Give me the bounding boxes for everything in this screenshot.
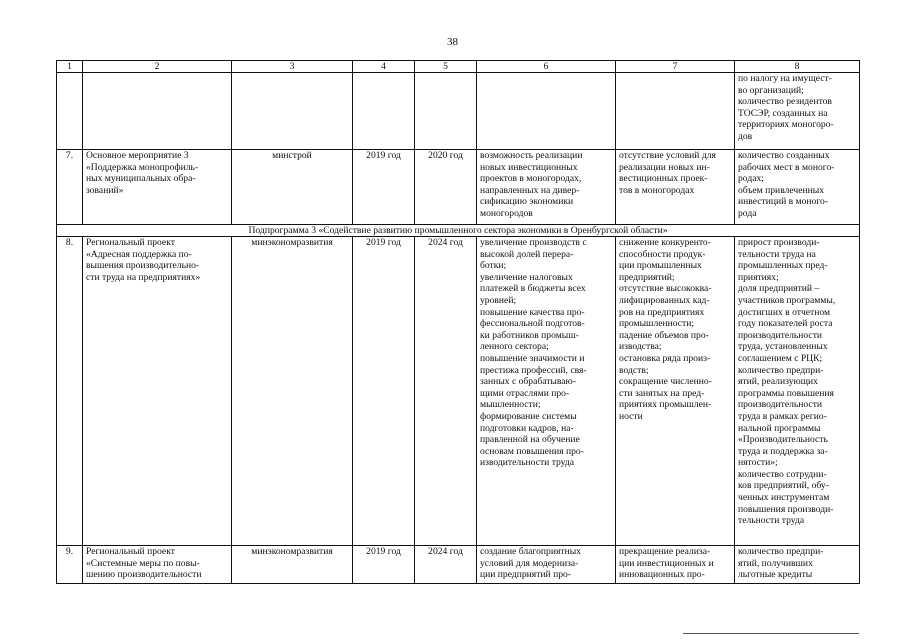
executor: минстрой [232,150,353,225]
risk-consequences: снижение конкуренто- способности продук- ции промышленных предприятий; отсутствие высококва- лифицированных кад- ров на предприятиях промышленности; падение объемов про- изводства; остановка ряда произ- водств; сокращение численно- сти занятых на пред- приятиях промышлен- ности [616,237,735,546]
header-cell: 3 [232,61,353,73]
indicator-cell: количество предпри- ятий, получивших льготные кредиты [735,546,860,584]
header-cell: 7 [616,61,735,73]
table-row-8 [57,237,860,546]
start-year: 2019 год [353,150,415,225]
indicator-cell: количество созданных рабочих мест в моного- родах; объем привлеченных инвестиций в моного- рода [735,150,860,225]
subprogram-row [57,225,860,237]
subprogram-title: Подпрограмма 3 «Содействие развитию промышленного сектора экономики в Оренбургской области» [57,225,860,237]
table-row-9 [57,546,860,584]
expected-result: увеличение производств с высокой долей перера- ботки; увеличение налоговых платежей в бюджеты всех уровней; повышение качества про- фессиональной подготов- ки работников промыш- ленного сектора; повышение значимости и престижа профессий, свя- занных с обрабатываю- щими отраслями про- мышленности; формирование системы подготовки кадров, на- правленной на обучение основам повышения про- изводительности труда [477,237,616,546]
measure-name: Региональный проект «Адресная поддержка по- вышения производительно- сти труда на предприятиях» [83,237,232,546]
risk-consequences: прекращение реализа- ции инвестиционных и инновационных про- [616,546,735,584]
end-year: 2024 год [415,237,477,546]
indicator-cell: прирост производи- тельности труда на промышленных пред- приятиях; доля предприятий – участников программы, достигших в отчетном году показателей роста производительности труда, установленных соглашением с РЦК; количество предпри- ятий, реализующих программы повышения производительности труда в рамках регио- нальной программы «Производительность труда и поддержка за- нятости»; количество сотрудни- ков предприятий, обу- ченных инструментам повышения производи- тельности труда [735,237,860,546]
header-row [57,61,860,73]
measure-name: Региональный проект «Системные меры по повы- шению производительности [83,546,232,584]
start-year: 2019 год [353,237,415,546]
header-cell: 2 [83,61,232,73]
header-cell: 1 [57,61,83,73]
row-number: 7. [57,150,83,225]
executor: минэкономразвития [232,546,353,584]
page-number: 38 [447,36,458,48]
row-number: 9. [57,546,83,584]
header-cell: 4 [353,61,415,73]
header-cell: 5 [415,61,477,73]
header-cell: 8 [735,61,860,73]
footer-rule [683,633,859,634]
start-year: 2019 год [353,546,415,584]
end-year: 2024 год [415,546,477,584]
table-row-7 [57,150,860,225]
executor: минэкономразвития [232,237,353,546]
expected-result: возможность реализации новых инвестиционных проектов в моногородах, направленных на дивер- сификацию экономики моногородов [477,150,616,225]
header-cell: 6 [477,61,616,73]
measure-name: Основное мероприятие 3 «Поддержка монопрофиль- ных муниципальных обра- зований» [83,150,232,225]
end-year: 2020 год [415,150,477,225]
row-number: 8. [57,237,83,546]
risk-consequences: отсутствие условий для реализации новых ин- вестиционных проек- тов в моногородах [616,150,735,225]
table-row-continued [57,73,860,150]
indicator-cell: по налогу на имущест- во организаций; количество резидентов ТОСЭР, созданных на территориях моногоро- дов [735,73,860,150]
document-table [56,60,860,584]
expected-result: создание благоприятных условий для модерниза- ции предприятий про- [477,546,616,584]
